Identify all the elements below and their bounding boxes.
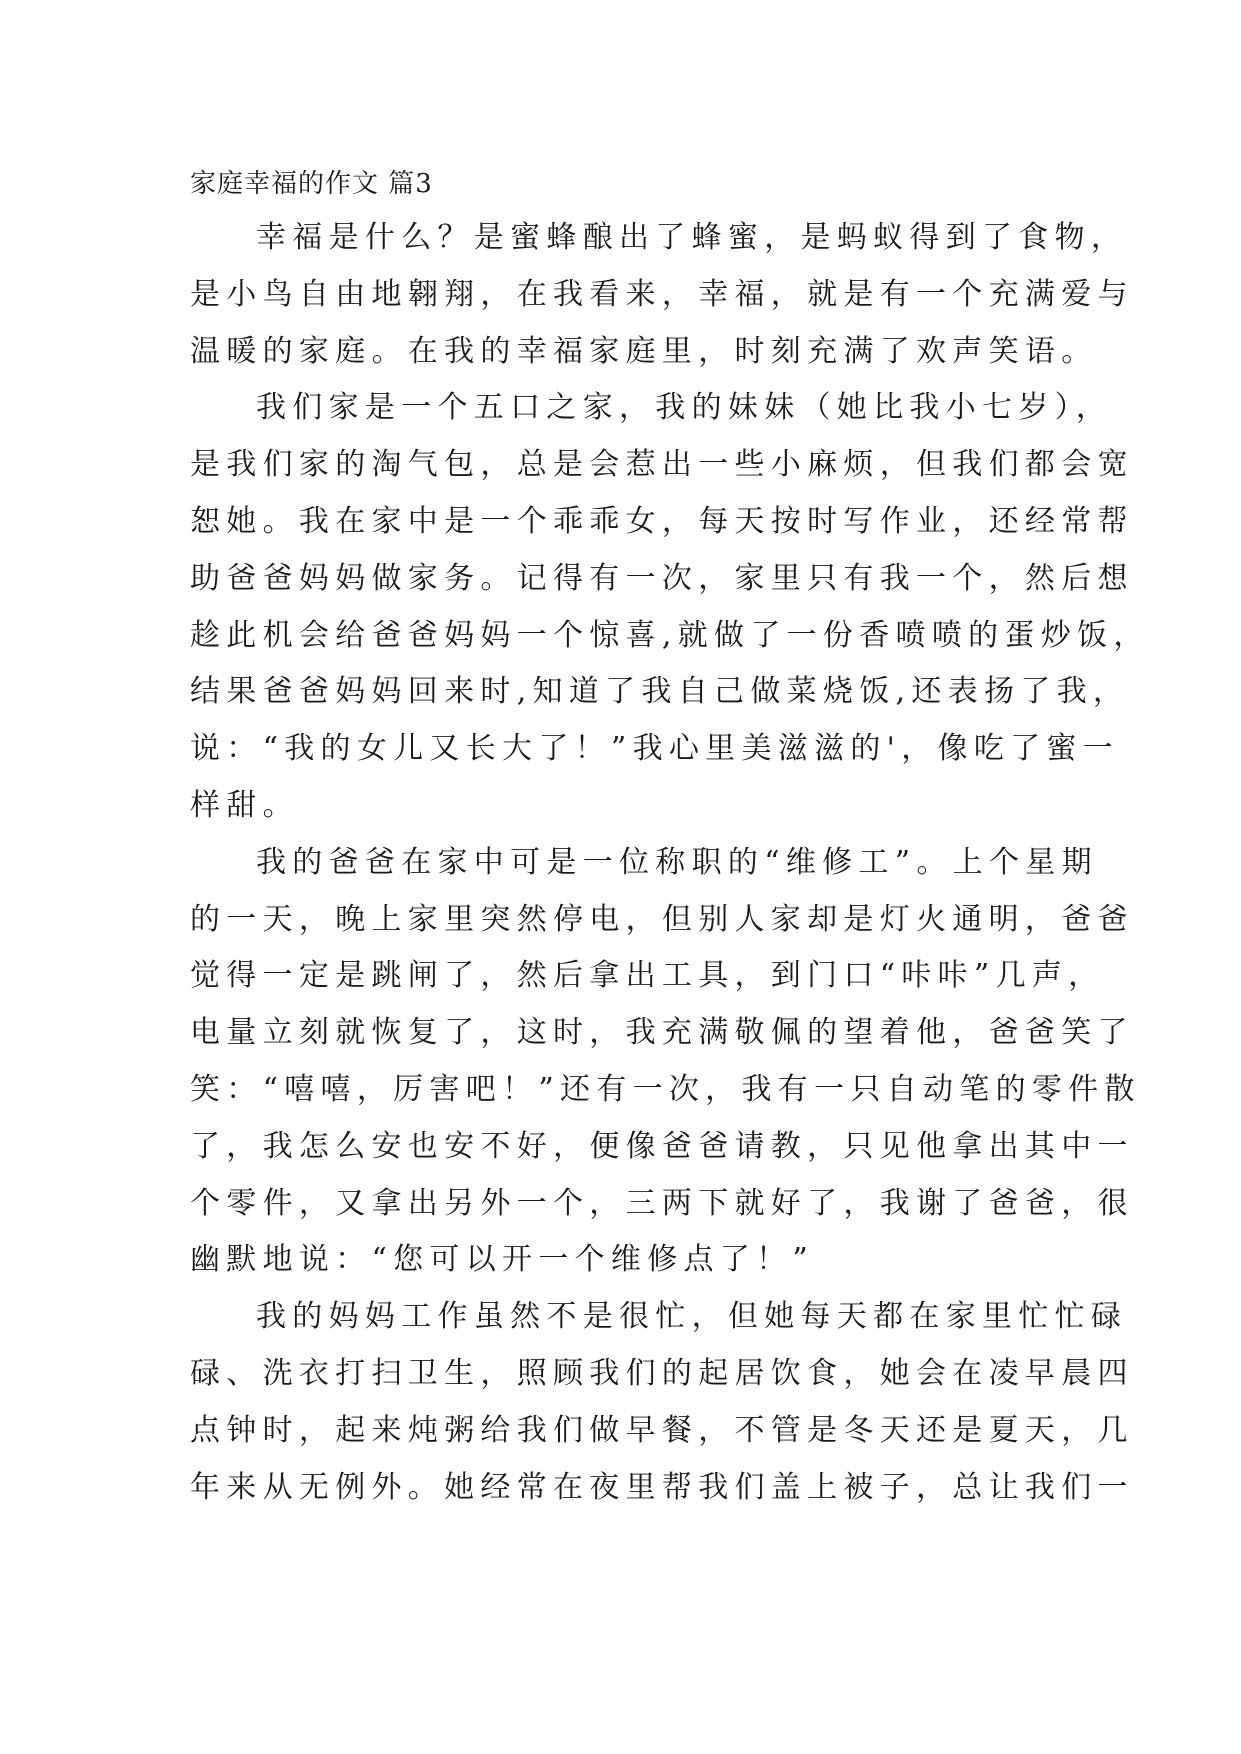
paragraph-line: 个零件，又拿出另外一个，三两下就好了，我谢了爸爸，很 xyxy=(190,1185,1134,1221)
paragraph-line: 我们家是一个五口之家，我的妹妹（她比我小七岁）， xyxy=(256,390,1113,426)
paragraph-4 xyxy=(190,1289,1134,1516)
paragraph-line: 碌、洗衣打扫卫生，照顾我们的起居饮食，她会在凌早晨四 xyxy=(190,1355,1134,1391)
paragraph-line: 幸福是什么？是蜜蜂酿出了蜂蜜，是蚂蚁得到了食物， xyxy=(256,220,1128,255)
paragraph-line: 了，我怎么安也安不好，便像爸爸请教，只见他拿出其中一 xyxy=(190,1128,1134,1164)
document-page xyxy=(190,160,1150,1516)
paragraph-1 xyxy=(190,210,1134,380)
paragraph-line: 幽默地说：“您可以开一个维修点了！” xyxy=(190,1242,815,1278)
paragraph-line: 样甜。 xyxy=(190,787,299,823)
paragraph-line: 结果爸爸妈妈回来时,知道了我自己做菜烧饭,还表扬了我， xyxy=(190,674,1130,710)
paragraph-line: 是我们家的淘气包，总是会惹出一些小麻烦，但我们都会宽 xyxy=(190,447,1134,483)
paragraph-line: 助爸爸妈妈做家务。记得有一次，家里只有我一个，然后想 xyxy=(190,560,1134,596)
paragraph-line: 是小鸟自由地翱翔，在我看来，幸福，就是有一个充满爱与 xyxy=(190,276,1134,312)
paragraph-2 xyxy=(190,380,1150,834)
paragraph-line: 温暖的家庭。在我的幸福家庭里，时刻充满了欢声笑语。 xyxy=(190,333,1098,369)
paragraph-line: 我的爸爸在家中可是一位称职的“维修工”。上个星期 xyxy=(256,844,1098,880)
paragraph-line: 笑：“嘻嘻，厉害吧！”还有一次，我有一只自动笔的零件散 xyxy=(190,1071,1141,1107)
paragraph-line: 我的妈妈工作虽然不是很忙，但她每天都在家里忙忙碌 xyxy=(256,1299,1128,1335)
paragraph-line: 觉得一定是跳闸了，然后拿出工具，到门口“咔咔”几声， xyxy=(190,958,1105,994)
paragraph-line: 电量立刻就恢复了，这时，我充满敬佩的望着他，爸爸笑了 xyxy=(190,1015,1134,1051)
paragraph-3 xyxy=(190,835,1141,1289)
paragraph-line: 说：“我的女儿又长大了！”我心里美滋滋的'，像吃了蜜一 xyxy=(190,731,1120,767)
paragraph-line: 的一天，晚上家里突然停电，但别人家却是灯火通明，爸爸 xyxy=(190,901,1134,937)
paragraph-line: 趁此机会给爸爸妈妈一个惊喜,就做了一份香喷喷的蛋炒饭， xyxy=(190,617,1150,653)
document-title: 家庭幸福的作文 篇3 xyxy=(190,169,433,199)
paragraph-line: 点钟时，起来炖粥给我们做早餐，不管是冬天还是夏天，几 xyxy=(190,1412,1134,1448)
paragraph-line: 恕她。我在家中是一个乖乖女，每天按时写作业，还经常帮 xyxy=(190,503,1134,539)
paragraph-line: 年来从无例外。她经常在夜里帮我们盖上被子，总让我们一 xyxy=(190,1469,1134,1505)
